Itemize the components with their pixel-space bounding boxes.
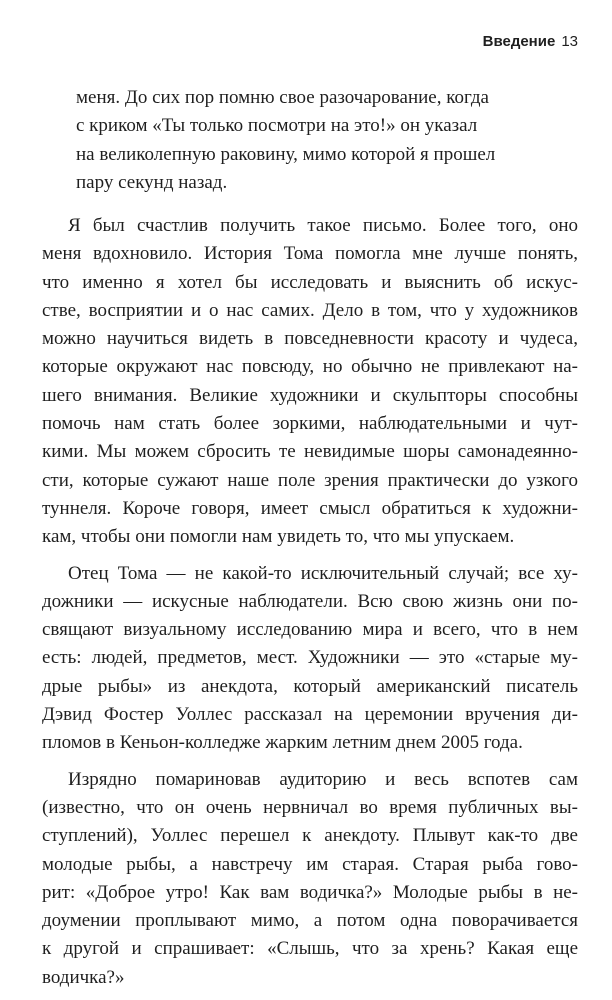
quote-line: с криком «Ты только посмотри на это!» он указал: [76, 115, 478, 137]
text-line: меня вдохновило. История Тома помогла мне лучше понять,: [42, 243, 578, 265]
text-line: дожники — искусные наблюдатели. Всю свою жизнь они по-: [42, 590, 578, 612]
paragraph-3: [42, 766, 578, 992]
text-line: есть: людей, предметов, мест. Художники — это «старые му-: [42, 647, 578, 669]
text-line: свящают визуальному исследованию мира и всего, что в нем: [42, 619, 578, 641]
text-line: стве, восприятии и о нас самих. Дело в том, что у художников: [42, 299, 578, 321]
text-line: сти, которые сужают наше поле зрения практически до узкого: [42, 469, 578, 491]
paragraph-2: [42, 560, 578, 758]
text-line: молодые рыбы, а навстречу им старая. Старая рыба гово-: [42, 853, 578, 875]
text-line: доумении проплывают мимо, а потом одна поворачивается: [42, 910, 578, 932]
quote-line: на великолепную раковину, мимо которой я прошел: [76, 143, 496, 165]
text-line: кам, чтобы они помогли нам увидеть то, что мы упускаем.: [42, 526, 515, 548]
text-line: шего внимания. Великие художники и скульпторы способны: [42, 384, 578, 406]
quote-line: пару секунд назад.: [76, 171, 228, 193]
text-line: (известно, что он очень нервничал во время публичных вы-: [42, 796, 578, 818]
text-line: водичка?»: [42, 966, 125, 988]
text-line: помочь нам стать более зоркими, наблюдательными и чут-: [42, 413, 578, 435]
block-quote: [76, 84, 556, 197]
text-line: Я был счастлив получить такое письмо. Более того, оно: [68, 215, 578, 236]
running-header: [483, 33, 578, 51]
text-line: рит: «Доброе утро! Как вам водичка?» Молодые рыбы в не-: [42, 881, 578, 903]
text-line: Изрядно помариновав аудиторию и весь вспотев сам: [68, 768, 578, 790]
text-line: можно научиться видеть в повседневности красоту и чудеса,: [42, 328, 578, 350]
section-title: Введение: [482, 33, 556, 50]
text-line: ступлений), Уоллес перешел к анекдоту. Плывут как-то две: [42, 825, 578, 847]
quote-line: меня. До сих пор помню свое разочарование, когда: [76, 87, 489, 108]
text-line: дрые рыбы» из анекдота, который американский писатель: [42, 675, 578, 697]
text-line: что именно я хотел бы исследовать и выяснить об искус-: [42, 271, 578, 293]
text-line: Отец Тома — не какой-то исключительный случай; все ху-: [68, 562, 578, 584]
body-text: [42, 212, 578, 992]
text-line: к другой и спрашивает: «Слышь, что за хрень? Какая еще: [42, 938, 578, 960]
text-line: кими. Мы можем сбросить те невидимые шоры самонадеянно-: [42, 441, 578, 463]
paragraph-1: [42, 212, 578, 552]
text-line: туннеля. Короче говоря, имеет смысл обратиться к художни-: [42, 497, 578, 519]
text-line: которые окружают нас повсюду, но обычно не привлекают на-: [42, 356, 578, 378]
text-line: пломов в Кеньон-колледже жарким летним днем 2005 года.: [42, 732, 523, 754]
text-line: Дэвид Фостер Уоллес рассказал на церемонии вручения ди-: [42, 704, 578, 726]
page-number: 13: [561, 33, 578, 50]
